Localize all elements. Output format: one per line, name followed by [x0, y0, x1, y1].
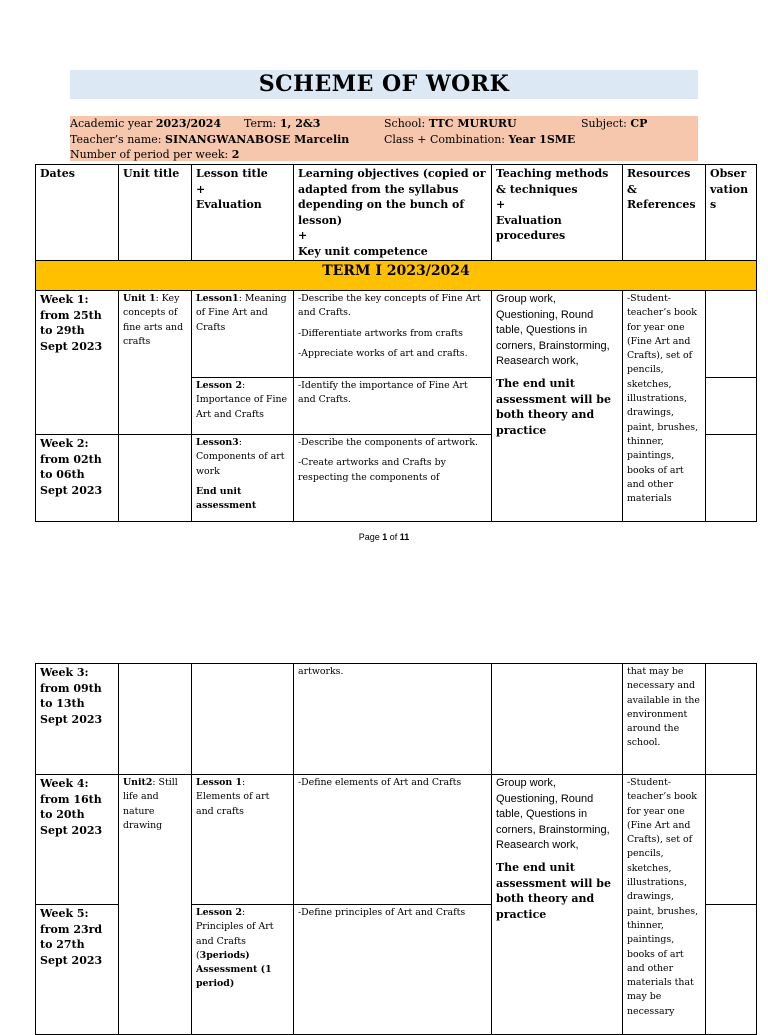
lesson-3-title: Lesson3: Components of art work End unit assessment [192, 435, 294, 522]
class-combination: Class + Combination: Year 1SME [384, 133, 576, 146]
resources-continued: that may be necessary and available in the environment around the school. [623, 664, 706, 775]
scheme-table-page1 [35, 164, 757, 522]
unit2-lesson-2-title: Lesson 2: Principles of Art and Crafts (3periods) Assessment (1 period) [192, 905, 294, 1035]
objectives-lesson-3: -Describe the components of artwork. -Create artworks and Crafts by respecting the components of [294, 435, 492, 522]
week-4: Week 4: from 16th to 20th Sept 2023 [36, 775, 119, 905]
table-row [36, 664, 757, 775]
header-observations: Observations [706, 165, 757, 261]
observation-cell [706, 664, 757, 775]
table-row [36, 291, 757, 378]
academic-year: Academic year 2023/2024 [70, 117, 222, 130]
document-title: SCHEME OF WORK [258, 71, 510, 97]
resources-unit-2: -Student-teacher’s book for year one (Fine Art and Crafts), set of pencils, sketches, illustrations, drawings, paint, brushes, thinner, paintings, books of art and other materials that may be necessary [623, 775, 706, 1035]
methods-cell-empty [492, 664, 623, 775]
table-row [36, 775, 757, 905]
week-3: Week 3: from 09th to 13th Sept 2023 [36, 664, 119, 775]
lesson-2-title: Lesson 2: Importance of Fine Art and Crafts [192, 378, 294, 435]
observation-cell [706, 775, 757, 905]
observation-cell [706, 905, 757, 1035]
teaching-methods-unit-1: Group work, Questioning, Round table, Questions in corners, Brainstorming, Reasearch work, The end unit assessment will be both theory and practice [492, 291, 623, 522]
header-objectives: Learning objectives (copied or adapted from the syllabus depending on the bunch of lesson) + Key unit competence [294, 165, 492, 261]
objectives-unit2-lesson-2: -Define principles of Art and Crafts [294, 905, 492, 1035]
periods-per-week: Number of period per week: 2 [70, 148, 240, 161]
term-banner: TERM I 2023/2024 [36, 261, 757, 291]
term-banner-row [36, 261, 757, 291]
unit-2-title: Unit2: Still life and nature drawing [119, 775, 192, 1035]
header-dates: Dates [36, 165, 119, 261]
unit-cell-empty [119, 664, 192, 775]
resources-unit-1: -Student-teacher’s book for year one (Fine Art and Crafts), set of pencils, sketches, illustrations, drawings, paint, brushes, thinner, paintings, books of art and other materials [623, 291, 706, 522]
week-2: Week 2: from 02th to 06th Sept 2023 [36, 435, 119, 522]
observation-cell [706, 435, 757, 522]
week-5: Week 5: from 23rd to 27th Sept 2023 [36, 905, 119, 1035]
subject-info: Subject: CP [581, 117, 648, 130]
scheme-table-page2 [35, 663, 757, 1035]
observation-cell [706, 291, 757, 378]
week-1: Week 1: from 25th to 29th Sept 2023 [36, 291, 119, 435]
objectives-unit2-lesson-1: -Define elements of Art and Crafts [294, 775, 492, 905]
header-methods: Teaching methods & techniques + Evaluation procedures [492, 165, 623, 261]
teacher-name: Teacher’s name: SINANGWANABOSE Marcelin [70, 133, 350, 146]
objectives-lesson-2: -Identify the importance of Fine Art and Crafts. [294, 378, 492, 435]
header-lesson-title: Lesson title + Evaluation [192, 165, 294, 261]
term-info: Term: 1, 2&3 [244, 117, 321, 130]
school-info: School: TTC MURURU [384, 117, 517, 130]
teaching-methods-unit-2: Group work, Questioning, Round table, Questions in corners, Brainstorming, Reasearch work, The end unit assessment will be both theory and practice [492, 775, 623, 1035]
page-number: Page 1 of 11 [358, 532, 410, 542]
objectives-continued: artworks. [294, 664, 492, 775]
header-resources: Resources & References [623, 165, 706, 261]
unit2-lesson-1-title: Lesson 1: Elements of art and crafts [192, 775, 294, 905]
header-row [36, 165, 757, 261]
objectives-lesson-1: -Describe the key concepts of Fine Art and Crafts. -Differentiate artworks from crafts -Appreciate works of art and crafts. [294, 291, 492, 378]
lesson-1-title: Lesson1: Meaning of Fine Art and Crafts [192, 291, 294, 378]
unit-cell-empty [119, 435, 192, 522]
unit-1-title: Unit 1: Key concepts of fine arts and crafts [119, 291, 192, 435]
observation-cell [706, 378, 757, 435]
lesson-cell-empty [192, 664, 294, 775]
header-unit-title: Unit title [119, 165, 192, 261]
